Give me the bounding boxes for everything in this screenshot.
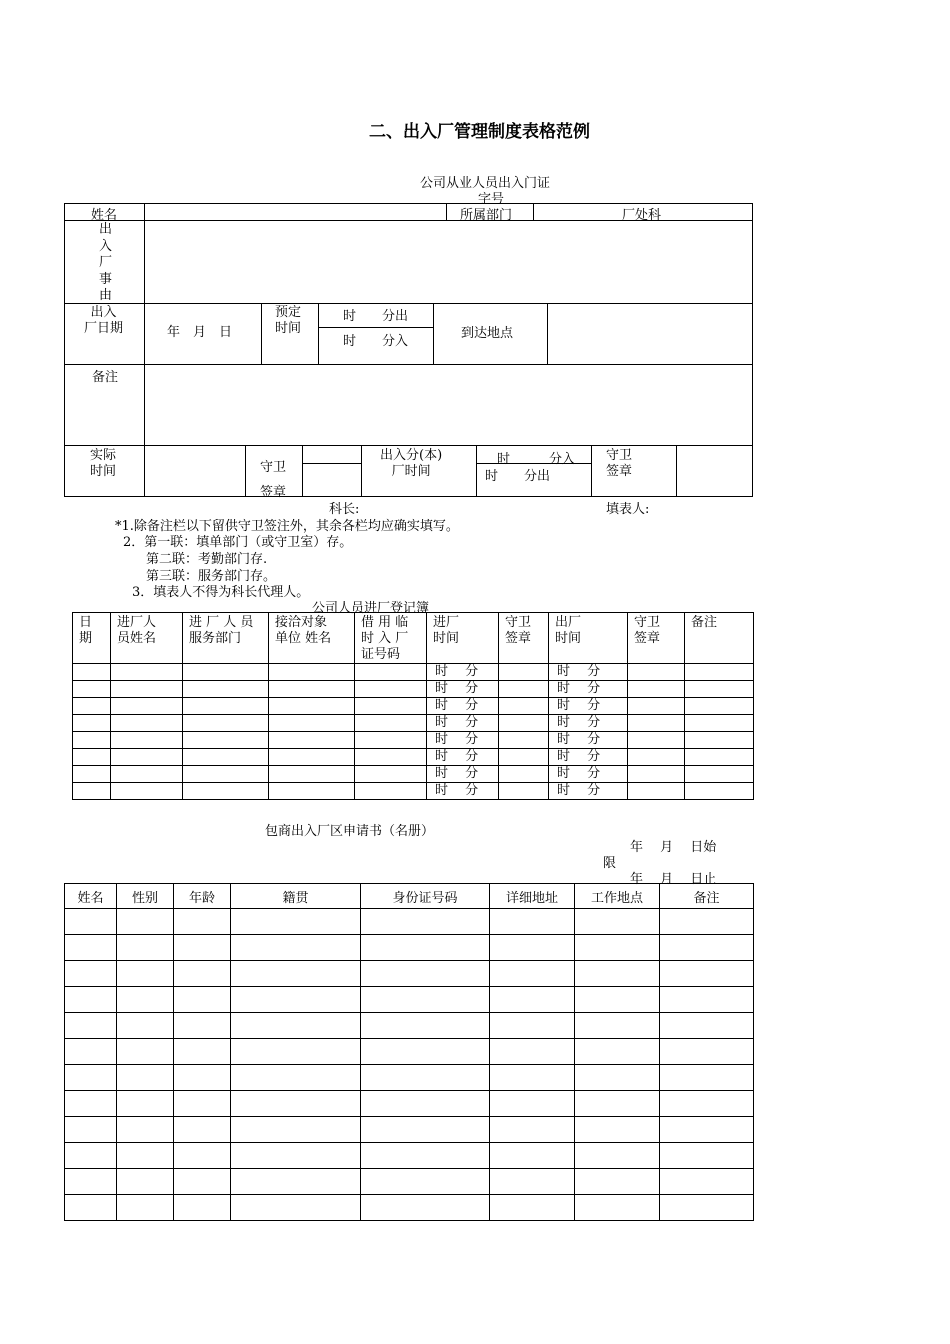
table-cell[interactable] xyxy=(174,1143,231,1169)
table-cell[interactable] xyxy=(361,1169,490,1195)
table-cell[interactable] xyxy=(361,961,490,987)
actual-in: 时 分入 xyxy=(497,452,576,467)
table-cell[interactable] xyxy=(117,961,174,987)
table-cell[interactable] xyxy=(660,935,754,961)
table-cell[interactable] xyxy=(269,732,355,749)
table-cell[interactable] xyxy=(685,681,754,698)
table-cell[interactable] xyxy=(73,766,111,783)
table-cell[interactable] xyxy=(490,935,575,961)
header-cell: 身份证号码 xyxy=(361,884,490,909)
table-cell[interactable] xyxy=(361,1013,490,1039)
filler-label: 填表人: xyxy=(606,502,650,517)
table-cell[interactable] xyxy=(628,698,685,715)
table-cell[interactable] xyxy=(490,1195,575,1221)
table-cell[interactable] xyxy=(361,909,490,935)
table-cell[interactable] xyxy=(73,783,111,800)
table-cell[interactable] xyxy=(231,1013,361,1039)
table-cell[interactable] xyxy=(499,732,549,749)
table-cell[interactable] xyxy=(575,1143,660,1169)
table-cell[interactable] xyxy=(269,715,355,732)
table-cell[interactable] xyxy=(174,1065,231,1091)
actual-time-label: 实际 时间 xyxy=(90,448,117,479)
table-cell[interactable] xyxy=(183,715,269,732)
table-cell[interactable] xyxy=(628,664,685,681)
table-cell[interactable] xyxy=(65,1117,117,1143)
table-cell[interactable] xyxy=(628,715,685,732)
table-row xyxy=(65,1039,754,1065)
table-cell[interactable] xyxy=(490,961,575,987)
table-cell[interactable] xyxy=(499,681,549,698)
table-cell[interactable] xyxy=(117,935,174,961)
table-cell[interactable] xyxy=(231,1143,361,1169)
table-cell[interactable] xyxy=(685,664,754,681)
table-cell[interactable] xyxy=(575,987,660,1013)
table-cell[interactable] xyxy=(111,715,183,732)
contractor-roster-table xyxy=(64,883,754,1221)
table-cell[interactable] xyxy=(361,1117,490,1143)
table-cell[interactable] xyxy=(174,935,231,961)
table-cell[interactable] xyxy=(174,1013,231,1039)
table-cell[interactable] xyxy=(73,749,111,766)
table-cell[interactable] xyxy=(361,935,490,961)
table-cell[interactable] xyxy=(355,783,427,800)
table-cell[interactable]: 时 分 xyxy=(549,749,628,766)
table-cell[interactable]: 时 分 xyxy=(549,664,628,681)
form1-title: 公司从业人员出入门证 xyxy=(420,176,551,191)
table-cell[interactable] xyxy=(628,766,685,783)
table-cell[interactable] xyxy=(355,766,427,783)
table-cell[interactable] xyxy=(355,681,427,698)
table-cell[interactable] xyxy=(65,1039,117,1065)
table-cell[interactable] xyxy=(117,987,174,1013)
header-cell: 进 厂 人 员 服务部门 xyxy=(183,613,269,664)
note-item: 2．第一联：填单部门（或守卫室）存。 xyxy=(123,535,353,550)
remarks-label: 备注 xyxy=(92,370,119,385)
factory-section-label: 厂处科 xyxy=(622,208,662,223)
table-cell[interactable] xyxy=(575,961,660,987)
form2-title: 公司人员进厂登记簿 xyxy=(312,601,430,616)
table-cell[interactable] xyxy=(660,1143,754,1169)
header-cell: 籍贯 xyxy=(231,884,361,909)
header-cell: 详细地址 xyxy=(490,884,575,909)
table-row xyxy=(73,783,754,800)
table-cell[interactable] xyxy=(183,681,269,698)
header-cell: 守卫 签章 xyxy=(628,613,685,664)
table-cell[interactable] xyxy=(361,1039,490,1065)
table-cell[interactable] xyxy=(174,1195,231,1221)
table-row xyxy=(65,1013,754,1039)
table-cell[interactable] xyxy=(355,715,427,732)
table-cell[interactable] xyxy=(490,1091,575,1117)
table-cell[interactable] xyxy=(231,909,361,935)
table-cell[interactable] xyxy=(660,1013,754,1039)
table-cell[interactable] xyxy=(490,987,575,1013)
table-cell[interactable] xyxy=(499,715,549,732)
table-cell[interactable] xyxy=(111,783,183,800)
table-cell[interactable]: 时 分 xyxy=(427,681,499,698)
table-cell[interactable] xyxy=(231,935,361,961)
table-cell[interactable] xyxy=(361,1195,490,1221)
table-cell[interactable] xyxy=(111,732,183,749)
header-cell: 日 期 xyxy=(73,613,111,664)
table-row xyxy=(65,1117,754,1143)
table-cell[interactable] xyxy=(685,698,754,715)
table-cell[interactable] xyxy=(685,766,754,783)
table-row xyxy=(65,1195,754,1221)
table-row xyxy=(65,987,754,1013)
table-cell[interactable] xyxy=(575,1013,660,1039)
table-cell[interactable] xyxy=(355,732,427,749)
table-cell[interactable] xyxy=(660,909,754,935)
header-cell: 接洽对象 单位 姓名 xyxy=(269,613,355,664)
inout-time-label: 出入分(本) 厂时间 xyxy=(380,448,443,479)
table-cell[interactable] xyxy=(117,1143,174,1169)
guard-seal: 守卫 签章 xyxy=(606,448,633,479)
table-cell[interactable] xyxy=(499,698,549,715)
table-cell[interactable] xyxy=(575,1117,660,1143)
table-row xyxy=(65,1091,754,1117)
table-cell[interactable] xyxy=(65,909,117,935)
table-cell[interactable] xyxy=(174,987,231,1013)
table-cell[interactable] xyxy=(660,1091,754,1117)
table-cell[interactable] xyxy=(231,1039,361,1065)
table-cell[interactable] xyxy=(499,766,549,783)
name-label: 姓名 xyxy=(91,208,118,223)
table-cell[interactable] xyxy=(231,1065,361,1091)
form1-serial-label: 字号 xyxy=(478,192,505,207)
table-cell[interactable] xyxy=(183,783,269,800)
table-cell[interactable] xyxy=(183,664,269,681)
form3-title: 包商出入厂区申请书（名册） xyxy=(265,824,435,839)
table-cell[interactable] xyxy=(660,987,754,1013)
table-cell[interactable]: 时 分 xyxy=(427,698,499,715)
table-cell[interactable] xyxy=(73,698,111,715)
date-value: 年 月 日 xyxy=(167,325,233,340)
table-cell[interactable] xyxy=(65,1195,117,1221)
table-cell[interactable] xyxy=(490,1013,575,1039)
dept-label: 所属部门 xyxy=(460,208,513,223)
table-cell[interactable] xyxy=(183,698,269,715)
table-cell[interactable]: 时 分 xyxy=(549,783,628,800)
table-row xyxy=(73,715,754,732)
table-cell[interactable] xyxy=(231,1169,361,1195)
table-row xyxy=(65,1143,754,1169)
table-cell[interactable] xyxy=(183,766,269,783)
table-cell[interactable] xyxy=(117,1039,174,1065)
table-cell[interactable]: 时 分 xyxy=(427,749,499,766)
table-cell[interactable] xyxy=(174,961,231,987)
table-cell[interactable] xyxy=(685,783,754,800)
table-cell[interactable] xyxy=(361,1091,490,1117)
table-cell[interactable] xyxy=(499,749,549,766)
table-cell[interactable] xyxy=(575,935,660,961)
planned-time-label: 预定 时间 xyxy=(275,305,302,336)
table-cell[interactable] xyxy=(660,1065,754,1091)
time-in: 时 分入 xyxy=(343,334,409,349)
header-cell: 工作地点 xyxy=(575,884,660,909)
table-cell[interactable]: 时 分 xyxy=(549,681,628,698)
table-cell[interactable] xyxy=(117,1117,174,1143)
table-cell[interactable] xyxy=(111,681,183,698)
table-row xyxy=(73,681,754,698)
table-cell[interactable] xyxy=(183,749,269,766)
entry-register-table xyxy=(72,612,754,800)
header-cell: 备注 xyxy=(685,613,754,664)
table-cell[interactable] xyxy=(269,698,355,715)
table-cell[interactable] xyxy=(65,1169,117,1195)
guard-label-1: 守卫 xyxy=(260,460,287,475)
table-cell[interactable] xyxy=(117,1013,174,1039)
table-cell[interactable] xyxy=(73,664,111,681)
actual-out: 时 分出 xyxy=(485,469,551,484)
table-cell[interactable] xyxy=(65,1143,117,1169)
table-cell[interactable] xyxy=(269,681,355,698)
table-row xyxy=(73,698,754,715)
table-cell[interactable] xyxy=(575,909,660,935)
table-cell[interactable] xyxy=(174,1091,231,1117)
table-cell[interactable] xyxy=(174,1039,231,1065)
header-cell: 备注 xyxy=(660,884,754,909)
table-cell[interactable] xyxy=(111,749,183,766)
table-cell[interactable] xyxy=(499,783,549,800)
table-cell[interactable]: 时 分 xyxy=(549,698,628,715)
table-cell[interactable] xyxy=(490,1117,575,1143)
period-start: 年 月 日始 xyxy=(630,840,717,855)
table-cell[interactable] xyxy=(575,1039,660,1065)
period-limit: 限 xyxy=(603,856,617,871)
table-cell[interactable] xyxy=(65,961,117,987)
table-cell[interactable] xyxy=(183,732,269,749)
table-row xyxy=(65,961,754,987)
table-row xyxy=(73,664,754,681)
table-cell[interactable] xyxy=(361,1143,490,1169)
header-cell: 姓名 xyxy=(65,884,117,909)
table-row xyxy=(65,909,754,935)
table-cell[interactable] xyxy=(575,1065,660,1091)
table-cell[interactable] xyxy=(685,715,754,732)
table-cell[interactable] xyxy=(685,732,754,749)
table-cell[interactable]: 时 分 xyxy=(549,766,628,783)
note-item: 3．填表人不得为科长代理人。 xyxy=(132,585,310,600)
table-cell[interactable]: 时 分 xyxy=(549,715,628,732)
header-cell: 借 用 临 时 入 厂 证号码 xyxy=(355,613,427,664)
table-cell[interactable] xyxy=(628,749,685,766)
table-cell[interactable] xyxy=(490,1065,575,1091)
header-cell: 性别 xyxy=(117,884,174,909)
table-cell[interactable] xyxy=(117,1169,174,1195)
table-cell[interactable] xyxy=(490,909,575,935)
table-cell[interactable] xyxy=(355,698,427,715)
table-cell[interactable] xyxy=(117,1091,174,1117)
table-cell[interactable] xyxy=(660,1195,754,1221)
table-row xyxy=(73,732,754,749)
table-cell[interactable] xyxy=(355,749,427,766)
table-cell[interactable] xyxy=(65,1013,117,1039)
header-cell: 出厂 时间 xyxy=(549,613,628,664)
table-cell[interactable] xyxy=(269,783,355,800)
table-cell[interactable] xyxy=(111,766,183,783)
table-cell[interactable]: 时 分 xyxy=(427,664,499,681)
table-cell[interactable] xyxy=(117,909,174,935)
table-cell[interactable] xyxy=(174,1169,231,1195)
table-cell[interactable] xyxy=(65,935,117,961)
table-row xyxy=(73,766,754,783)
table-cell[interactable] xyxy=(490,1169,575,1195)
table-cell[interactable] xyxy=(269,766,355,783)
table-cell[interactable] xyxy=(231,987,361,1013)
table-row xyxy=(73,749,754,766)
table-cell[interactable] xyxy=(490,1143,575,1169)
table-header-row xyxy=(73,613,754,664)
table-cell[interactable] xyxy=(685,749,754,766)
table-cell[interactable] xyxy=(65,1091,117,1117)
chief-label: 科长: xyxy=(329,502,360,517)
table-cell[interactable] xyxy=(73,732,111,749)
table-cell[interactable] xyxy=(231,1195,361,1221)
table-cell[interactable]: 时 分 xyxy=(427,732,499,749)
table-cell[interactable] xyxy=(231,1117,361,1143)
table-cell[interactable] xyxy=(490,1039,575,1065)
header-cell: 进厂 时间 xyxy=(427,613,499,664)
table-cell[interactable] xyxy=(111,664,183,681)
table-cell[interactable] xyxy=(660,1169,754,1195)
table-cell[interactable]: 时 分 xyxy=(427,715,499,732)
table-cell[interactable] xyxy=(575,1195,660,1221)
note-item: *1.除备注栏以下留供守卫签注外，其余各栏均应确实填写。 xyxy=(115,519,459,534)
table-cell[interactable] xyxy=(65,1065,117,1091)
reason-label: 出 入 厂 事 由 xyxy=(99,222,113,303)
table-cell[interactable] xyxy=(628,783,685,800)
table-cell[interactable] xyxy=(117,1065,174,1091)
table-cell[interactable] xyxy=(660,961,754,987)
guard-label-2: 签章 xyxy=(260,485,287,500)
table-cell[interactable]: 时 分 xyxy=(427,783,499,800)
note-item: 第二联：考勤部门存. xyxy=(146,552,268,567)
table-cell[interactable] xyxy=(269,664,355,681)
table-cell[interactable] xyxy=(660,1117,754,1143)
table-cell[interactable] xyxy=(628,732,685,749)
table-cell[interactable] xyxy=(73,715,111,732)
page-title: 二、出入厂管理制度表格范例 xyxy=(369,122,590,142)
header-cell: 守卫 签章 xyxy=(499,613,549,664)
table-cell[interactable] xyxy=(231,1091,361,1117)
table-cell[interactable] xyxy=(174,1117,231,1143)
table-cell[interactable] xyxy=(355,664,427,681)
header-cell: 进厂人 员姓名 xyxy=(111,613,183,664)
time-out: 时 分出 xyxy=(343,309,409,324)
table-row xyxy=(65,1065,754,1091)
table-cell[interactable] xyxy=(361,1065,490,1091)
table-cell[interactable] xyxy=(575,1169,660,1195)
table-row xyxy=(65,1169,754,1195)
period-end: 年 月 日止 xyxy=(630,872,717,887)
table-cell[interactable] xyxy=(575,1091,660,1117)
table-row xyxy=(65,935,754,961)
table-cell[interactable] xyxy=(660,1039,754,1065)
table-cell[interactable] xyxy=(117,1195,174,1221)
date-label: 出入 厂日期 xyxy=(84,305,124,336)
table-cell[interactable] xyxy=(269,749,355,766)
table-cell[interactable] xyxy=(499,664,549,681)
header-cell: 年龄 xyxy=(174,884,231,909)
note-item: 第三联：服务部门存。 xyxy=(146,569,277,584)
table-cell[interactable] xyxy=(65,987,117,1013)
table-cell[interactable] xyxy=(231,961,361,987)
table-cell[interactable]: 时 分 xyxy=(427,766,499,783)
table-cell[interactable] xyxy=(111,698,183,715)
table-cell[interactable]: 时 分 xyxy=(549,732,628,749)
destination-label: 到达地点 xyxy=(461,326,514,341)
table-header-row xyxy=(65,884,754,909)
table-cell[interactable] xyxy=(628,681,685,698)
table-cell[interactable] xyxy=(361,987,490,1013)
table-cell[interactable] xyxy=(73,681,111,698)
table-cell[interactable] xyxy=(174,909,231,935)
